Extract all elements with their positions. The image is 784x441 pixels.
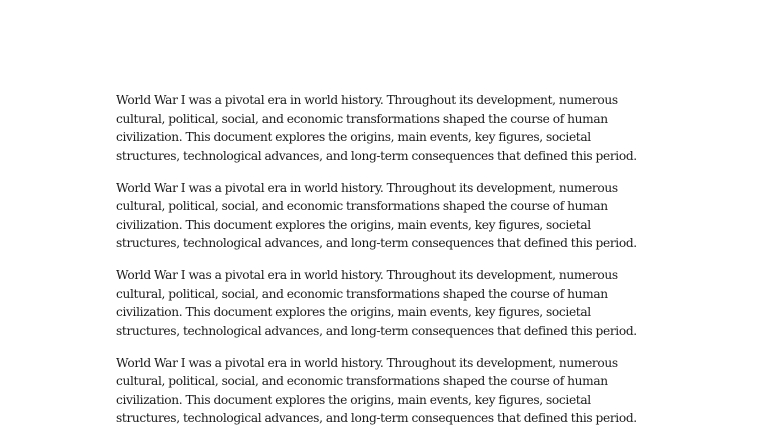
paragraph-line: civilization. This document explores the origins, main events, key figures, societal — [116, 130, 591, 144]
paragraph-line: cultural, political, social, and economic transformations shaped the course of human — [116, 111, 608, 126]
paragraph-line: structures, technological advances, and long-term consequences that defined this period. — [116, 148, 637, 163]
paragraph-2 — [116, 179, 676, 253]
paragraph-line: civilization. This document explores the origins, main events, key figures, societal — [116, 392, 591, 407]
paragraph-line: World War I was a pivotal era in world history. Throughout its development, numerous — [116, 93, 618, 107]
paragraph-line: cultural, political, social, and economic transformations shaped the course of human — [116, 286, 608, 301]
paragraph-line: cultural, political, social, and economic transformations shaped the course of human — [116, 199, 608, 213]
paragraph-1 — [116, 91, 676, 165]
paragraph-line: structures, technological advances, and long-term consequences that defined this period. — [116, 323, 637, 338]
paragraph-line: cultural, political, social, and economic transformations shaped the course of human — [116, 374, 608, 388]
paragraph-4 — [116, 354, 676, 428]
paragraph-line: World War I was a pivotal era in world history. Throughout its development, numerous — [116, 180, 618, 195]
paragraph-line: structures, technological advances, and long-term consequences that defined this period. — [116, 411, 637, 425]
paragraph-3 — [116, 266, 676, 340]
paragraph-line: structures, technological advances, and long-term consequences that defined this period. — [116, 236, 637, 250]
paragraph-line: World War I was a pivotal era in world history. Throughout its development, numerous — [116, 268, 618, 282]
document-body — [116, 91, 676, 441]
paragraph-line: World War I was a pivotal era in world history. Throughout its development, numerous — [116, 355, 618, 370]
paragraph-line: civilization. This document explores the origins, main events, key figures, societal — [116, 305, 591, 319]
paragraph-line: civilization. This document explores the origins, main events, key figures, societal — [116, 217, 591, 232]
